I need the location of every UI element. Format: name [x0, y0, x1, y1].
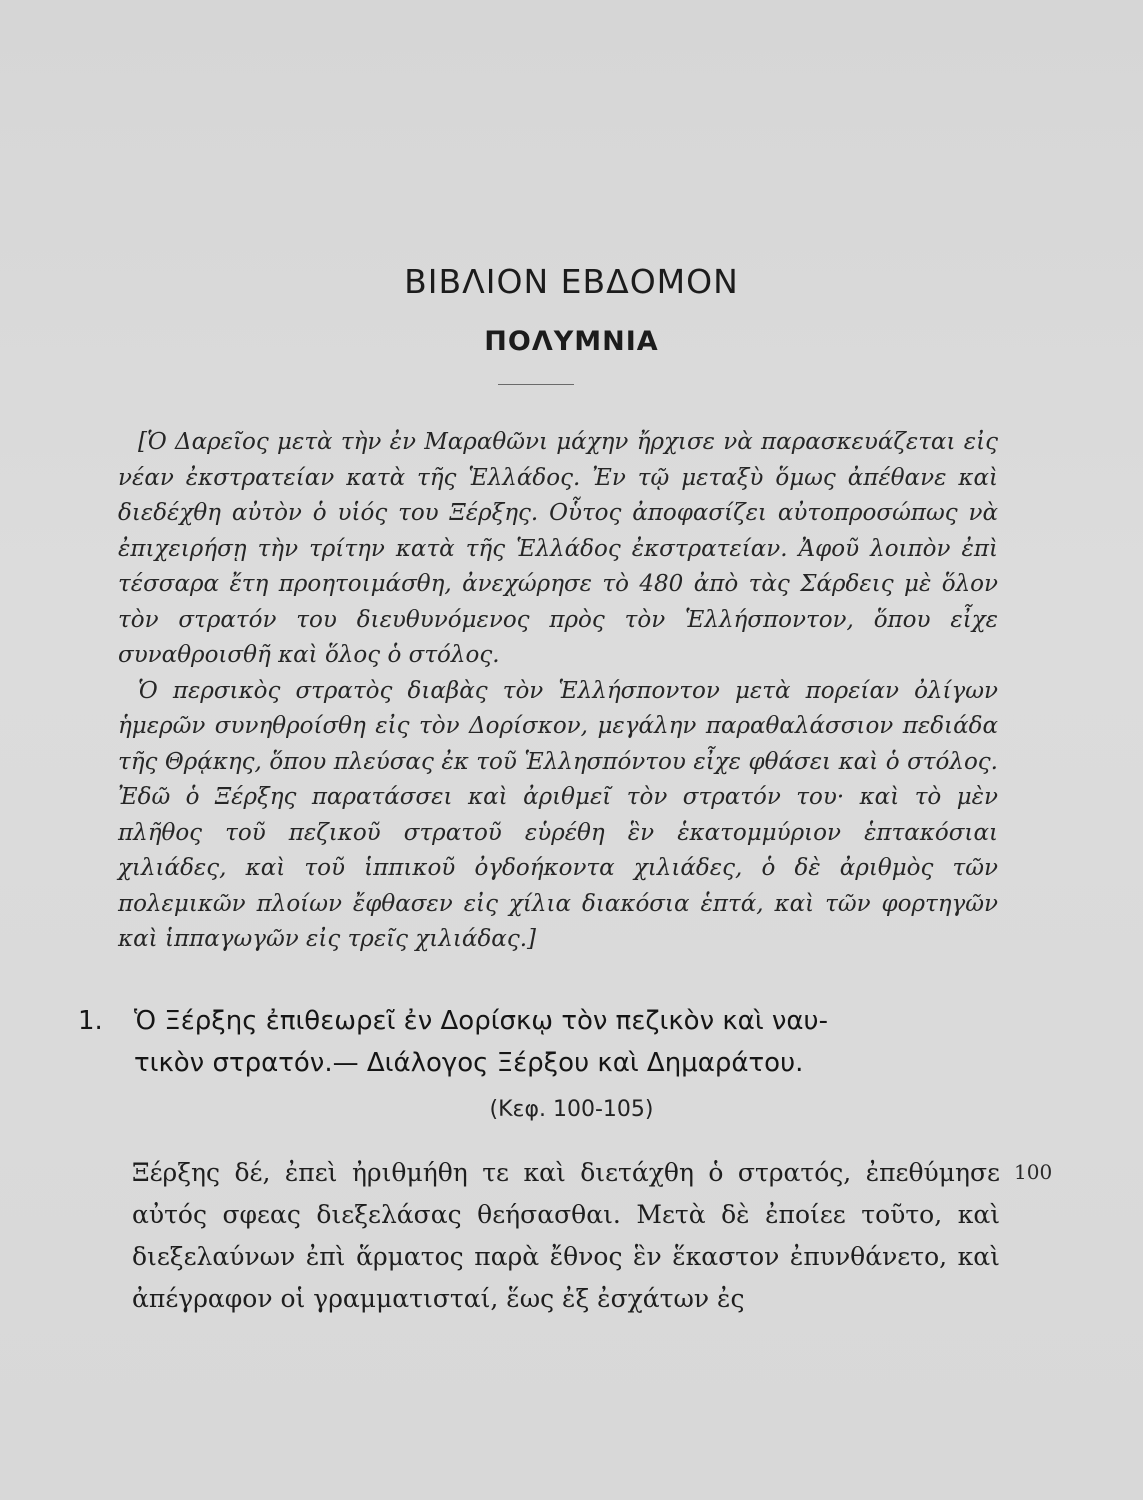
body-text — [132, 1152, 1000, 1320]
section-heading-text-1: Ὁ Ξέρξης ἐπιθεωρεῖ ἐν Δορίσκῳ τὸν πεζικὸν καὶ ναυ- — [134, 1006, 828, 1036]
chapter-reference: (Κεφ. 100-105) — [489, 1097, 654, 1122]
margin-chapter-number: 100 — [1014, 1160, 1053, 1184]
summary-paragraph-2: Ὁ περσικὸς στρατὸς διαβὰς τὸν Ἑλλήσποντον μετὰ πορείαν ὀλίγων ἡμερῶν συνηθροίσθη εἰς τὸν Δορίσκον, μεγάλην παραθαλάσσιον πεδιάδα τῆς Θρᾴκης, ὅπου πλεύσας ἐκ τοῦ Ἑλλησπόντου εἶχε φθάσει καὶ ὁ στόλος. Ἐδῶ ὁ Ξέρξης παρατάσσει καὶ ἀριθμεῖ τὸν στρατόν του· καὶ τὸ μὲν πλῆθος τοῦ πεζικοῦ στρατοῦ εὑρέθη ἓν ἑκατομμύριον ἑπτακόσιαι χιλιάδες, καὶ τοῦ ἱππικοῦ ὀγδοήκοντα χιλιάδες, ὁ δὲ ἀριθμὸς τῶν πολεμικῶν πλοίων ἔφθασεν εἰς χίλια διακόσια ἑπτά, καὶ τῶν φορτηγῶν καὶ ἱππαγωγῶν εἰς τρεῖς χιλιάδας.] — [118, 677, 998, 952]
section-heading-line-1 — [78, 1000, 998, 1042]
summary-paragraph-1: [Ὁ Δαρεῖος μετὰ τὴν ἐν Μαραθῶνι μάχην ἤρχισε νὰ παρασκευάζεται εἰς νέαν ἐκστρατείαν κατὰ τῆς Ἑλλάδος. Ἐν τῷ μεταξὺ ὅμως ἀπέθανε καὶ διεδέχθη αὐτὸν ὁ υἱός του Ξέρξης. Οὗτος ἀποφασίζει αὐτοπροσώπως νὰ ἐπιχειρήσῃ τὴν τρίτην κατὰ τῆς Ἑλλάδος ἐκστρατείαν. Ἀφοῦ λοιπὸν ἐπὶ τέσσαρα ἔτη προητοιμάσθη, ἀνεχώρησε τὸ 480 ἀπὸ τὰς Σάρδεις μὲ ὅλον τὸν στρατόν του διευθυνόμενος πρὸς τὸν Ἑλλήσποντον, ὅπου εἶχε συναθροισθῆ καὶ ὅλος ὁ στόλος. — [118, 429, 998, 668]
section-number: 1. — [78, 1006, 103, 1036]
body-paragraph: Ξέρξης δέ, ἐπεὶ ἠριθμήθη τε καὶ διετάχθη ὁ στρατός, ἐπεθύμησε αὐτός σφεας διεξελάσας θεήσασθαι. Μετὰ δὲ ἐποίεε τοῦτο, καὶ διεξελαύνων ἐπὶ ἅρματος παρὰ ἔθνος ἓν ἕκαστον ἐπυνθάνετο, καὶ ἀπέγραφον οἱ γραμματισταί, ἕως ἐξ ἐσχάτων ἐς — [132, 1158, 1000, 1313]
book-subtitle: ΠΟΛΥΜΝΙΑ — [484, 326, 659, 357]
section-heading-text-2: τικὸν στρατόν.— Διάλογος Ξέρξου καὶ Δημαράτου. — [134, 1048, 804, 1078]
title-divider — [498, 384, 574, 385]
section-heading — [78, 1000, 998, 1084]
chapter-summary — [118, 425, 998, 958]
book-title: ΒΙΒΛΙΟΝ ΕΒΔΟΜΟΝ — [404, 262, 739, 301]
